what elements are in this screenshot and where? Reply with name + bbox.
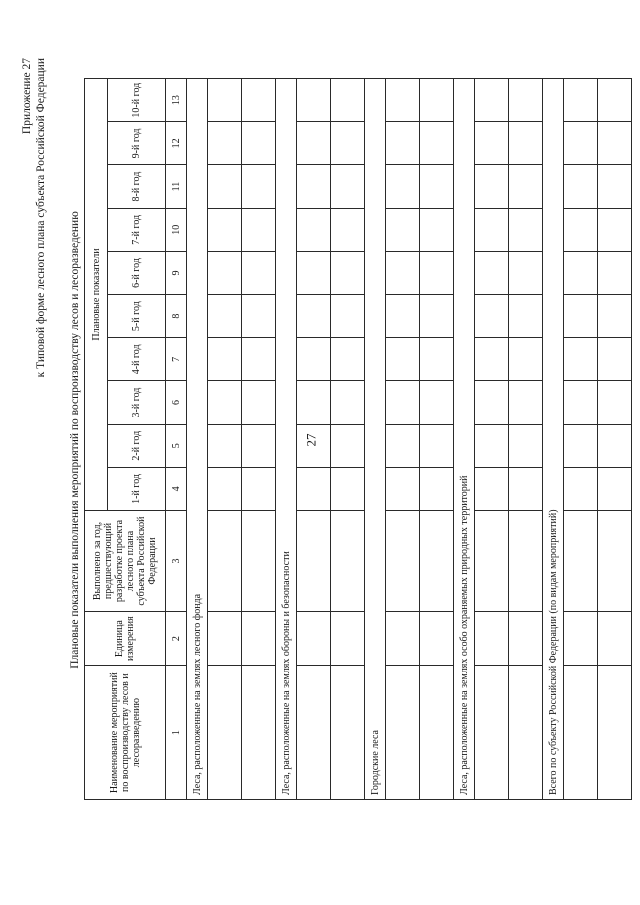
table-cell [386,612,420,666]
table-cell [331,208,365,251]
table-cell [564,381,598,424]
table-cell [208,612,242,666]
table-cell [564,467,598,510]
table-cell [509,467,543,510]
table-row [331,79,365,800]
header-year-4: 4-й год [108,338,166,381]
table-cell [564,666,598,800]
table-cell [242,295,276,338]
table-cell [420,381,454,424]
table-cell [386,295,420,338]
section-label: Всего по субъекту Российской Федерации (по видам мероприятий) [543,79,564,800]
table-cell [420,251,454,294]
table-cell [208,208,242,251]
table-cell [386,338,420,381]
table-cell [297,295,331,338]
table-row [475,79,509,800]
table-cell [475,208,509,251]
document-sheet [0,20,600,860]
table-cell [420,208,454,251]
table-cell [208,295,242,338]
table-row [386,79,420,800]
column-number: 2 [166,612,187,666]
table-cell [242,666,276,800]
header-year-9: 9-й год [108,122,166,165]
section-label: Леса, расположенные на землях обороны и безопасности [276,79,297,800]
table-row [509,79,543,800]
column-number: 13 [166,79,187,122]
header-year-1: 1-й год [108,467,166,510]
plan-indicators-table [84,78,632,800]
table-cell [242,251,276,294]
section-row-protected-areas [454,79,475,800]
table-cell [564,338,598,381]
header-year-3: 3-й год [108,381,166,424]
table-cell [208,510,242,611]
table-cell [208,122,242,165]
section-row-defense-lands [276,79,297,800]
table-cell [564,612,598,666]
section-row-forest-fund [187,79,208,800]
header-done-previous-year: Выполнено за год, предшествующий разработке проекта лесного плана субъекта Российской Федерации [85,510,166,611]
section-row-urban-forests [365,79,386,800]
table-cell [475,79,509,122]
table-cell [598,79,632,122]
header-planned: Плановые показатели [85,79,108,511]
table-cell [331,165,365,208]
column-number: 12 [166,122,187,165]
table-cell [386,165,420,208]
table-cell [598,338,632,381]
table-cell [331,510,365,611]
header-unit: Единица измерения [85,612,166,666]
table-cell [331,79,365,122]
table-body [166,79,632,800]
table-cell [598,381,632,424]
table-cell [420,122,454,165]
table-cell [598,122,632,165]
table-cell [509,165,543,208]
table-cell [331,666,365,800]
table-cell [297,612,331,666]
table-cell [564,251,598,294]
table-cell [475,424,509,467]
table-cell [420,467,454,510]
table-cell [598,424,632,467]
table-row [242,79,276,800]
table-cell [331,424,365,467]
table-cell [420,79,454,122]
table-cell [475,122,509,165]
column-number: 8 [166,295,187,338]
table-cell [598,510,632,611]
column-number: 7 [166,338,187,381]
table-cell [420,165,454,208]
table-cell [509,251,543,294]
table-cell [208,79,242,122]
table-cell [331,612,365,666]
table-cell [564,122,598,165]
table-cell [475,338,509,381]
table-cell [509,424,543,467]
column-number: 3 [166,510,187,611]
table-cell [242,122,276,165]
table-cell [475,295,509,338]
table-cell [242,79,276,122]
column-number: 1 [166,666,187,800]
table-cell [598,208,632,251]
annex-number: Приложение 27 [21,58,33,135]
table-cell [509,79,543,122]
table-cell [331,381,365,424]
table-cell [242,612,276,666]
table-cell [475,510,509,611]
section-label: Леса, расположенные на землях особо охраняемых природных территорий [454,79,475,800]
table-cell [386,208,420,251]
table-cell [297,338,331,381]
table-cell [242,208,276,251]
table-cell [331,467,365,510]
table-cell [564,208,598,251]
header-name: Наименование мероприятий по воспроизводству лесов и лесоразведению [85,666,166,800]
table-cell [208,467,242,510]
table-cell [386,79,420,122]
table-cell [331,251,365,294]
header-year-6: 6-й год [108,251,166,294]
column-number: 4 [166,467,187,510]
table-cell [331,122,365,165]
table-row [420,79,454,800]
column-number: 11 [166,165,187,208]
table-cell [297,666,331,800]
table-cell [509,612,543,666]
table-cell [297,122,331,165]
table-cell [297,381,331,424]
table-cell [598,467,632,510]
table-cell [208,338,242,381]
table-cell [564,295,598,338]
table-cell [475,467,509,510]
column-number-row [166,79,187,800]
column-number: 9 [166,251,187,294]
table-cell [208,381,242,424]
table-cell [386,381,420,424]
table-cell [564,79,598,122]
section-label: Городские леса [365,79,386,800]
table-cell [208,251,242,294]
table-cell [297,467,331,510]
table-cell [208,666,242,800]
table-cell [475,666,509,800]
table-cell [242,381,276,424]
table-cell [208,424,242,467]
table-cell [297,424,331,467]
header-year-8: 8-й год [108,165,166,208]
table-cell [420,612,454,666]
table-cell [242,338,276,381]
table-cell [475,381,509,424]
table-cell [598,165,632,208]
table-cell [242,467,276,510]
table-cell [331,295,365,338]
table-cell [475,612,509,666]
column-number: 5 [166,424,187,467]
table-cell [509,295,543,338]
table-row [297,79,331,800]
table-cell [509,510,543,611]
table-title: Плановые показатели выполнения мероприятий по воспроизводству лесов и лесоразведению [69,211,81,669]
table-cell [386,251,420,294]
table-cell [242,424,276,467]
table-cell [420,666,454,800]
table-cell [297,208,331,251]
column-number: 10 [166,208,187,251]
table-cell [386,666,420,800]
table-cell [386,122,420,165]
annex-reference: к Типовой форме лесного плана субъекта Российской Федерации [35,58,47,378]
table-cell [297,165,331,208]
table-cell [331,338,365,381]
header-year-10: 10-й год [108,79,166,122]
section-row-total [543,79,564,800]
table-cell [509,666,543,800]
header-year-2: 2-й год [108,424,166,467]
table-cell [509,338,543,381]
table-cell [386,510,420,611]
annex-header [20,58,48,377]
table-cell [475,165,509,208]
table-cell [509,208,543,251]
table-cell [509,381,543,424]
table-cell [564,510,598,611]
header-row-1 [85,79,108,800]
table-row [598,79,632,800]
table-cell [420,510,454,611]
header-year-7: 7-й год [108,208,166,251]
section-label: Леса, расположенные на землях лесного фонда [187,79,208,800]
table-row [564,79,598,800]
table-cell [297,510,331,611]
header-year-5: 5-й год [108,295,166,338]
table-cell [386,467,420,510]
table-cell [386,424,420,467]
table-cell [598,612,632,666]
table-cell [598,295,632,338]
table-row [208,79,242,800]
page-number: 27 [303,433,319,447]
table-cell [598,251,632,294]
table-cell [420,424,454,467]
table-cell [564,165,598,208]
table-cell [420,338,454,381]
table-cell [297,79,331,122]
table-cell [297,251,331,294]
table-cell [208,165,242,208]
table-cell [475,251,509,294]
table-cell [564,424,598,467]
table-cell [598,666,632,800]
table-cell [509,122,543,165]
table-cell [420,295,454,338]
table-cell [242,510,276,611]
table-cell [242,165,276,208]
column-number: 6 [166,381,187,424]
